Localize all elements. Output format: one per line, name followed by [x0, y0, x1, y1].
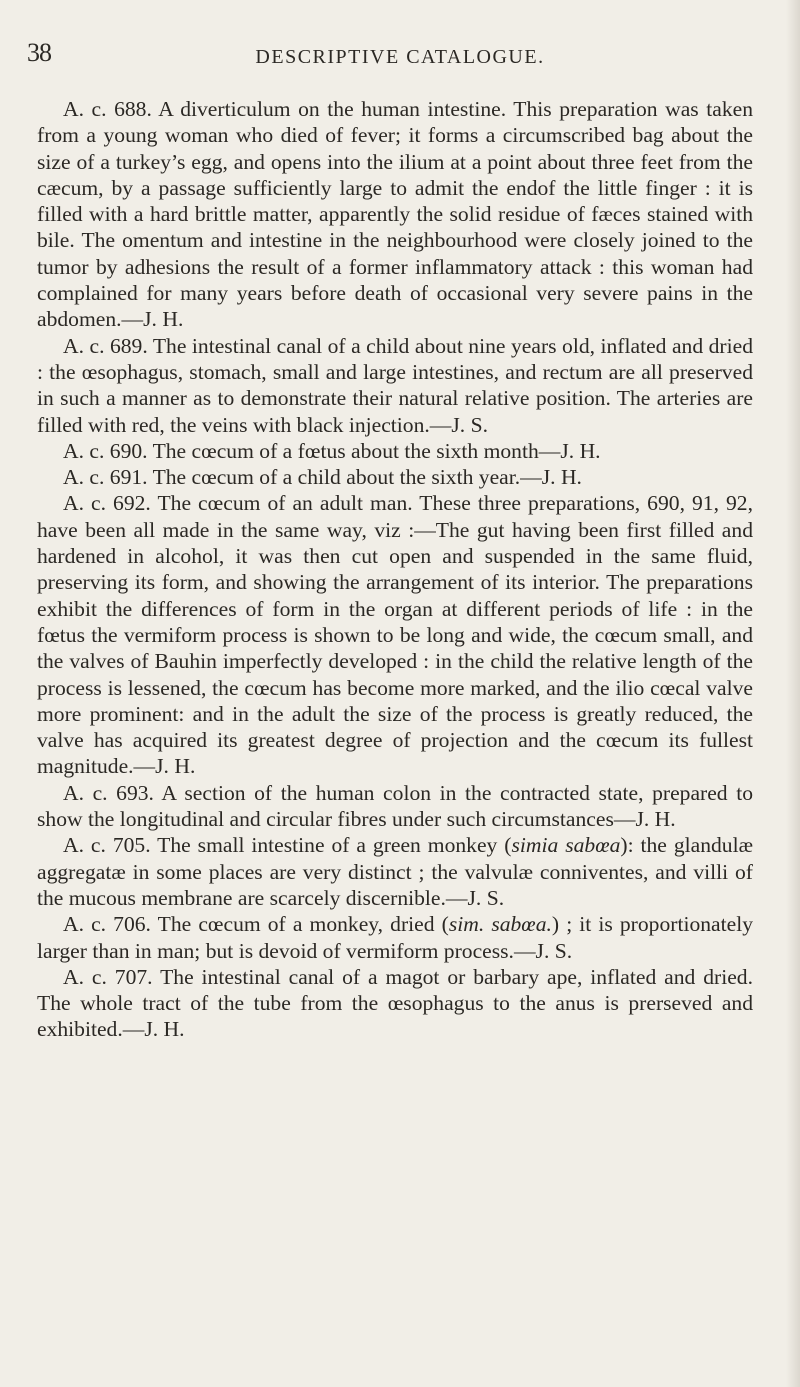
entry-ac-692: [37, 490, 753, 779]
entry-ac-689: [37, 333, 753, 438]
entry-description: The cœcum of a fœtus about the sixth month—J. H.: [147, 438, 601, 463]
entry-ac-693: [37, 780, 753, 833]
running-title: DESCRIPTIVE CATALOGUE.: [255, 46, 545, 68]
page-number: 38: [27, 38, 51, 67]
entry-reference: A. c. 692.: [63, 491, 151, 516]
page-edge-shadow: [786, 0, 800, 1387]
catalogue-entries: [37, 96, 753, 1043]
entry-ac-707: [37, 964, 753, 1043]
entry-description: The intestinal canal of a child about nine years old, inflated and dried : the œsophagus, stomach, small and large intestines, and rectum are all preserved in such a manner as to demonstrate their natural relative position. The arteries are filled with red, the veins with black injection.—J. S.: [37, 333, 753, 437]
entry-reference: A. c. 707.: [63, 964, 153, 989]
entry-description-lead: The cœcum of a monkey, dried (: [150, 912, 449, 937]
entry-ac-691: [37, 464, 753, 490]
entry-description: A diverticulum on the human intestine. This preparation was taken from a young woman who died of fever; it forms a circumscribed bag about the size of a turkey’s egg, and opens into the ilium at a point about three feet from the cæcum, by a passage sufficiently large to admit the endof the little finger : it is filled with a hard brittle matter, apparently the solid residue of fæces stained with bile. The omentum and intestine in the neighbourhood were closely joined to the tumor by adhesions the result of a former inflammatory attack : this woman had complained for many years before death of occasional very severe pains in the abdomen.—J. H.: [37, 97, 754, 332]
entry-reference: A. c. 690.: [63, 438, 148, 463]
entry-reference: A. c. 693.: [63, 780, 154, 805]
entry-reference: A. c. 705.: [63, 833, 151, 858]
entry-description: ): the glandulæ aggregatæ in some places are very distinct ; the valvulæ conniventes, and villi of the mucous membrane are scarcely discernible.—J. S.: [37, 833, 753, 910]
entry-reference: A. c. 689.: [63, 333, 148, 358]
entry-ac-705: [37, 832, 753, 911]
entry-description: The cœcum of an adult man. These three preparations, 690, 91, 92, have been all made in the same way, viz :—The gut having been first filled and hardened in alcohol, it was then cut open and suspended in the same fluid, preserving its form, and showing the arrangement of its interior. The preparations exhibit the differences of form in the organ at different periods of life : in the fœtus the vermiform process is shown to be long and wide, the cœcum small, and the valves of Bauhin imperfectly developed : in the child the relative length of the process is lessened, the cœcum has become more marked, and the ilio cœcal valve more prominent: and in the adult the size of the process is greatly reduced, the valve has acquired its greatest degree of projection and the cœcum its fullest magnitude.—J. H.: [37, 491, 754, 779]
entry-ac-706: [37, 911, 753, 964]
entry-ac-690: [37, 438, 753, 464]
entry-description: The cœcum of a child about the sixth year.—J. H.: [147, 465, 582, 490]
entry-ac-688: [37, 96, 753, 333]
entry-reference: A. c. 688.: [63, 97, 152, 121]
species-name: simia sabœa: [511, 833, 621, 858]
entry-description: ) ; it is proportionately larger than in man; but is devoid of vermiform process.—J. S.: [37, 912, 754, 963]
entry-description: The intestinal canal of a magot or barbary ape, inflated and dried. The whole tract of the tube from the œsophagus to the anus is prerseved and exhibited.—J. H.: [37, 964, 754, 1042]
species-name: sim. sabœa.: [448, 912, 552, 937]
entry-reference: A. c. 706.: [63, 912, 151, 937]
entry-description-lead: The small intestine of a green monkey (: [150, 833, 512, 858]
entry-reference: A. c. 691.: [63, 465, 148, 490]
entry-description: A section of the human colon in the contracted state, prepared to show the longitudinal and circular fibres under such circumstances—J. H.: [37, 780, 753, 832]
